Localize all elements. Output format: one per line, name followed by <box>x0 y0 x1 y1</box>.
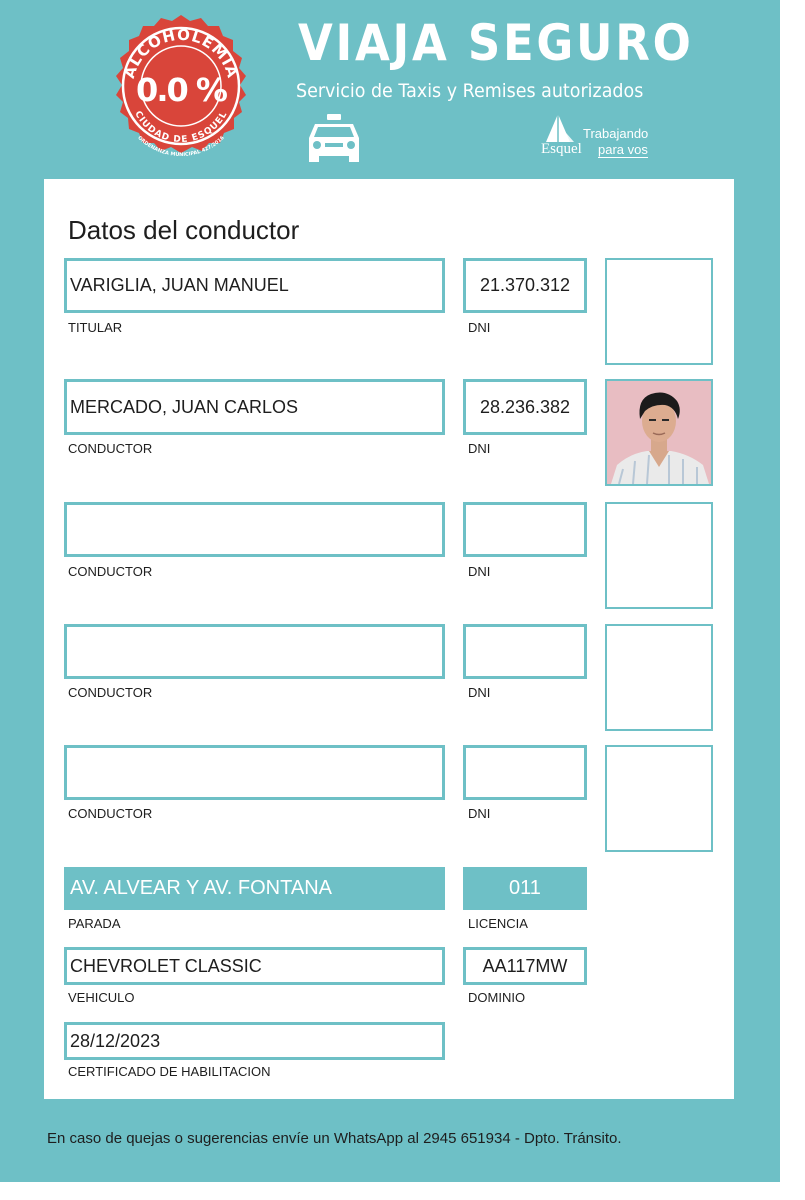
seal-bottom-text: CIUDAD DE ESQUEL <box>132 109 230 146</box>
conductor-3-label: CONDUCTOR <box>68 685 153 700</box>
vehiculo-label: VEHICULO <box>68 990 135 1005</box>
dominio-label: DOMINIO <box>468 990 526 1005</box>
titular-dni-field: 21.370.312 <box>463 258 587 313</box>
page-title: VIAJA SEGURO <box>298 14 694 72</box>
conductor-3-photo-box <box>605 624 713 731</box>
parada-field: AV. ALVEAR Y AV. FONTANA <box>64 867 445 910</box>
logo-tagline-2: para vos <box>598 142 648 157</box>
titular-name-field: VARIGLIA, JUAN MANUEL <box>64 258 445 313</box>
conductor-3-dni-label: DNI <box>468 685 491 700</box>
licencia-field: 011 <box>463 867 587 910</box>
conductor-3-dni-field <box>463 624 587 679</box>
conductor-4-label: CONDUCTOR <box>68 806 153 821</box>
conductor-2-label: CONDUCTOR <box>68 564 153 579</box>
parada-label: PARADA <box>68 916 121 931</box>
conductor-4-dni-field <box>463 745 587 800</box>
titular-label: TITULAR <box>68 320 123 335</box>
seal-small-text: ORDENANZA MUNICIPAL 427/2016 <box>136 135 226 159</box>
titular-dni-label: DNI <box>468 320 491 335</box>
licencia-label: LICENCIA <box>468 916 528 931</box>
seal-value: 0.0 % <box>136 71 226 109</box>
conductor-1-label: CONDUCTOR <box>68 441 153 456</box>
esquel-logo-text: Esquel <box>541 141 582 157</box>
conductor-4-dni-label: DNI <box>468 806 491 821</box>
conductor-2-photo-box <box>605 502 713 609</box>
taxi-icon <box>303 112 365 162</box>
certificado-field: 28/12/2023 <box>64 1022 445 1060</box>
conductor-4-name-field <box>64 745 445 800</box>
conductor-1-dni-field: 28.236.382 <box>463 379 587 435</box>
conductor-1-photo <box>605 379 713 486</box>
conductor-3-name-field <box>64 624 445 679</box>
dominio-field: AA117MW <box>463 947 587 985</box>
conductor-2-dni-field <box>463 502 587 557</box>
conductor-4-photo-box <box>605 745 713 852</box>
section-title: Datos del conductor <box>68 215 300 245</box>
footer-note: En caso de quejas o sugerencias envíe un WhatsApp al 2945 651934 - Dpto. Tránsito. <box>47 1130 622 1147</box>
conductor-2-dni-label: DNI <box>468 564 491 579</box>
logo-underline <box>598 157 648 158</box>
certificado-label: CERTIFICADO DE HABILITACION <box>68 1064 271 1079</box>
conductor-1-name-field: MERCADO, JUAN CARLOS <box>64 379 445 435</box>
driver-data-sheet <box>44 179 734 1099</box>
logo-tagline-1: Trabajando <box>583 126 649 141</box>
alcoholemia-seal <box>106 13 256 163</box>
titular-photo-box <box>605 258 713 365</box>
conductor-2-name-field <box>64 502 445 557</box>
driver-portrait <box>607 381 711 484</box>
vehiculo-field: CHEVROLET CLASSIC <box>64 947 445 985</box>
conductor-1-dni-label: DNI <box>468 441 491 456</box>
seal-top-text: ALCOHOLEMIA <box>120 25 242 81</box>
page-subtitle: Servicio de Taxis y Remises autorizados <box>296 80 644 102</box>
